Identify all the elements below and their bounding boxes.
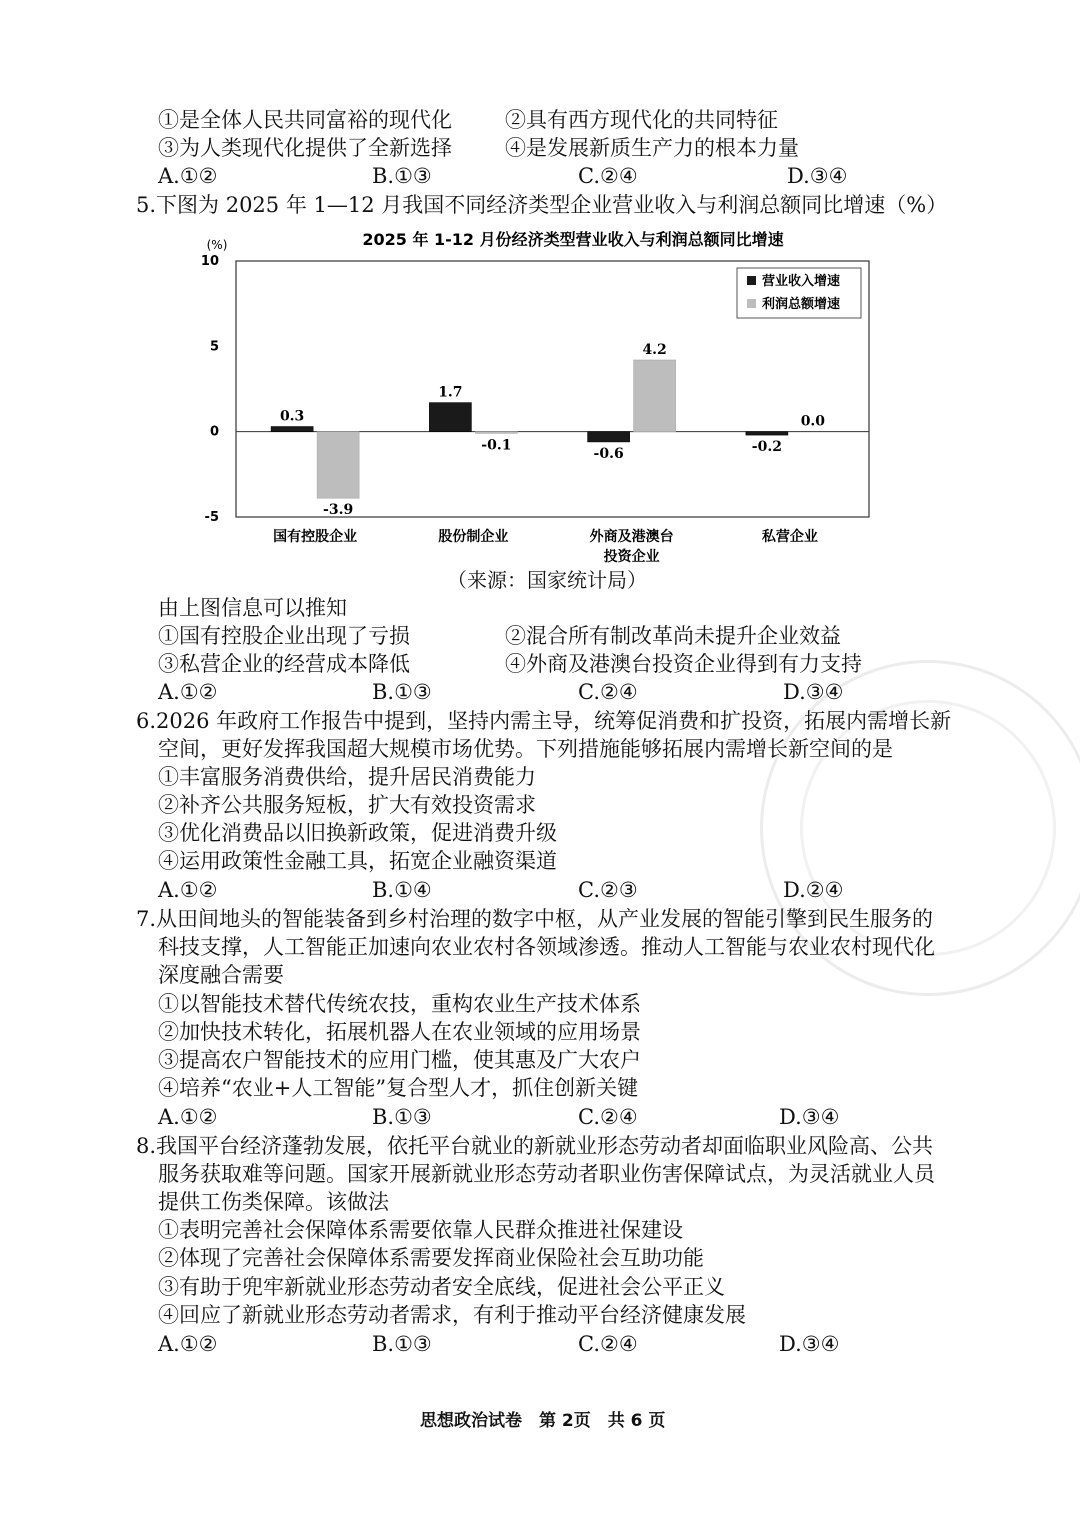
option-statement-1: ①是全体人民共同富裕的现代化 xyxy=(158,108,452,132)
question-stem-line-2: 服务获取难等问题。国家开展新就业形态劳动者职业伤害保障试点，为灵活就业人员 xyxy=(158,1162,935,1186)
legend-label: 利润总额增速 xyxy=(762,297,841,312)
bar-revenue xyxy=(429,403,471,432)
y-tick-label: 10 xyxy=(200,254,219,269)
chart-legend xyxy=(737,268,861,318)
legend-swatch xyxy=(747,299,756,308)
option-statement-3: ③优化消费品以旧换新政策，促进消费升级 xyxy=(158,821,557,845)
data-label: -3.9 xyxy=(323,502,354,519)
bar-chart xyxy=(195,226,885,571)
x-category-label: 国有控股企业 xyxy=(273,529,358,545)
y-tick-label: -5 xyxy=(204,510,219,525)
question-stem-line-1: 8.我国平台经济蓬勃发展，依托平台就业的新就业形态劳动者却面临职业风险高、公共 xyxy=(136,1134,934,1158)
option-statement-1: ①以智能技术替代传统农技，重构农业生产技术体系 xyxy=(158,992,641,1016)
answer-choice-d: D.②④ xyxy=(783,878,844,902)
option-statement-2: ②体现了完善社会保障体系需要发挥商业保险社会互助功能 xyxy=(158,1246,704,1270)
answer-choice-c: C.②④ xyxy=(578,164,638,188)
option-statement-3: ③私营企业的经营成本降低 xyxy=(158,652,410,676)
question-lead: 由上图信息可以推知 xyxy=(158,596,347,620)
option-statement-2: ②混合所有制改革尚未提升企业效益 xyxy=(505,624,841,648)
bar-revenue xyxy=(271,427,313,432)
option-statement-4: ④培养“农业+人工智能”复合型人才，抓住创新关键 xyxy=(158,1076,639,1100)
x-category-label: 投资企业 xyxy=(603,549,660,565)
data-label: 0.0 xyxy=(800,413,826,430)
data-label: 4.2 xyxy=(642,341,667,358)
y-tick-label: 0 xyxy=(209,424,219,440)
answer-choice-b: B.①③ xyxy=(372,680,432,704)
question-stem: 5.下图为 2025 年 1—12 月我国不同经济类型企业营业收入与利润总额同比增速（%） xyxy=(136,193,948,217)
option-statement-1: ①表明完善社会保障体系需要依靠人民群众推进社保建设 xyxy=(158,1218,683,1242)
data-label: -0.6 xyxy=(593,445,624,462)
chart-title: 2025 年 1-12 月份经济类型营业收入与利润总额同比增速 xyxy=(362,230,784,249)
option-statement-1: ①国有控股企业出现了亏损 xyxy=(158,624,410,648)
data-label: -0.2 xyxy=(751,439,782,456)
data-label: -0.1 xyxy=(481,437,512,454)
x-category-label: 外商及港澳台 xyxy=(589,529,674,545)
legend-label: 营业收入增速 xyxy=(762,274,841,289)
answer-choice-a: A.①② xyxy=(158,164,218,188)
answer-choice-c: C.②④ xyxy=(578,1332,638,1356)
answer-choice-c: C.②④ xyxy=(578,1105,638,1129)
option-statement-3: ③提高农户智能技术的应用门槛，使其惠及广大农户 xyxy=(158,1048,641,1072)
option-statement-4: ④运用政策性金融工具，拓宽企业融资渠道 xyxy=(158,849,557,873)
answer-choice-c: C.②③ xyxy=(578,878,638,902)
question-stem-line-1: 7.从田间地头的智能装备到乡村治理的数字中枢，从产业发展的智能引擎到民生服务的 xyxy=(136,907,934,931)
data-label: 1.7 xyxy=(438,384,463,401)
answer-choice-b: B.①③ xyxy=(372,164,432,188)
option-statement-4: ④回应了新就业形态劳动者需求，有利于推动平台经济健康发展 xyxy=(158,1303,746,1327)
question-stem-line-2: 空间，更好发挥我国超大规模市场优势。下列措施能够拓展内需增长新空间的是 xyxy=(158,737,893,761)
bar-revenue xyxy=(746,432,788,435)
option-statement-2: ②补齐公共服务短板，扩大有效投资需求 xyxy=(158,793,536,817)
answer-choice-a: A.①② xyxy=(158,1105,218,1129)
option-statement-3: ③有助于兜牢新就业形态劳动者安全底线，促进社会公平正义 xyxy=(158,1275,725,1299)
option-statement-2: ②具有西方现代化的共同特征 xyxy=(505,108,778,132)
answer-choice-d: D.③④ xyxy=(783,680,844,704)
answer-choice-a: A.①② xyxy=(158,680,218,704)
page-footer: 思想政治试卷 第 2页 共 6 页 xyxy=(420,1411,666,1431)
legend-swatch xyxy=(747,276,756,285)
data-label: 0.3 xyxy=(279,408,305,425)
answer-choice-d: D.③④ xyxy=(779,1105,840,1129)
option-statement-4: ④是发展新质生产力的根本力量 xyxy=(505,136,799,160)
question-stem-line-2: 科技支撑，人工智能正加速向农业农村各领域渗透。推动人工智能与农业农村现代化 xyxy=(158,935,935,959)
answer-choice-a: A.①② xyxy=(158,1332,218,1356)
question-stem-line-3: 提供工伤类保障。该做法 xyxy=(158,1190,389,1214)
answer-choice-b: B.①③ xyxy=(372,1332,432,1356)
option-statement-3: ③为人类现代化提供了全新选择 xyxy=(158,136,452,160)
bar-profit xyxy=(475,432,517,434)
chart-source: （来源：国家统计局） xyxy=(447,568,647,592)
option-statement-1: ①丰富服务消费供给，提升居民消费能力 xyxy=(158,765,536,789)
y-axis-unit-label: (%) xyxy=(206,238,228,252)
x-category-label: 私营企业 xyxy=(761,529,818,545)
bar-profit xyxy=(317,432,359,499)
answer-choice-d: D.③④ xyxy=(779,1332,840,1356)
bar-profit xyxy=(634,360,676,432)
answer-choice-d: D.③④ xyxy=(787,164,848,188)
y-tick-label: 5 xyxy=(209,339,219,355)
option-statement-4: ④外商及港澳台投资企业得到有力支持 xyxy=(505,652,862,676)
bar-revenue xyxy=(588,432,630,442)
x-category-label: 股份制企业 xyxy=(438,529,509,545)
answer-choice-b: B.①③ xyxy=(372,1105,432,1129)
answer-choice-b: B.①④ xyxy=(372,878,432,902)
question-stem-line-1: 6.2026 年政府工作报告中提到，坚持内需主导，统筹促消费和扩投资，拓展内需增长新 xyxy=(136,709,952,733)
answer-choice-c: C.②④ xyxy=(578,680,638,704)
answer-choice-a: A.①② xyxy=(158,878,218,902)
question-stem-line-3: 深度融合需要 xyxy=(158,963,284,987)
option-statement-2: ②加快技术转化，拓展机器人在农业领域的应用场景 xyxy=(158,1020,641,1044)
